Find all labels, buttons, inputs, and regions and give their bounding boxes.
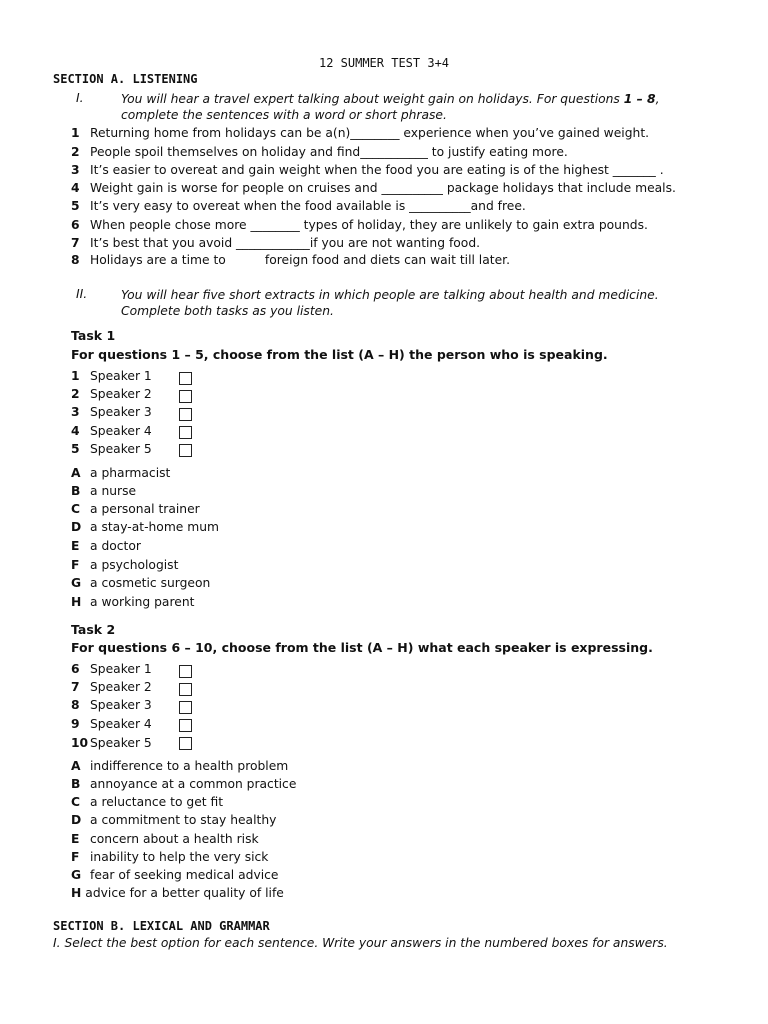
part-2-instructions: You will hear five short extracts in which people are talking about health and medicine. Complete both tasks as you listen. [121, 288, 659, 318]
speaker-row: 10 Speaker 5 [71, 736, 152, 750]
option-item: A indifference to a health problem [71, 759, 289, 773]
answer-checkbox[interactable] [179, 719, 192, 732]
section-b-instruction: I. Select the best option for each sentence. Write your answers in the numbered boxes for answers. [53, 936, 668, 950]
answer-checkbox[interactable] [179, 737, 192, 750]
speaker-row: 6 Speaker 1 [71, 662, 152, 676]
option-item: C a personal trainer [71, 502, 200, 516]
task-1-label: Task 1 [71, 328, 116, 343]
task-1-prompt: For questions 1 – 5, choose from the list (A – H) the person who is speaking. [71, 347, 608, 362]
option-item: D a commitment to stay healthy [71, 813, 277, 827]
speaker-row: 5 Speaker 5 [71, 442, 152, 456]
answer-checkbox[interactable] [179, 372, 192, 385]
speaker-row: 1 Speaker 1 [71, 369, 152, 383]
part-1-instr-line2: complete the sentences with a word or short phrase. [121, 108, 447, 122]
option-item: E a doctor [71, 539, 141, 553]
answer-checkbox[interactable] [179, 683, 192, 696]
answer-checkbox[interactable] [179, 665, 192, 678]
question-item: 6 When people chose more ________ types of holiday, they are unlikely to gain extra pounds. [71, 218, 648, 232]
question-item: 1 Returning home from holidays can be a(n)________ experience when you’ve gained weight. [71, 126, 650, 140]
answer-checkbox[interactable] [179, 444, 192, 457]
speaker-row: 2 Speaker 2 [71, 387, 152, 401]
page-title: 12 SUMMER TEST 3+4 [318, 56, 450, 70]
option-item: F a psychologist [71, 558, 179, 572]
speaker-row: 7 Speaker 2 [71, 680, 152, 694]
option-item: A a pharmacist [71, 466, 171, 480]
option-item: G fear of seeking medical advice [71, 868, 279, 882]
option-item: H advice for a better quality of life [71, 886, 284, 900]
section-a-heading: SECTION A. LISTENING [53, 72, 198, 86]
option-item: G a cosmetic surgeon [71, 576, 211, 590]
option-item: E concern about a health risk [71, 832, 259, 846]
answer-checkbox[interactable] [179, 408, 192, 421]
part-1-instr-pre: You will hear a travel expert talking about weight gain on holidays. For questions [121, 92, 624, 106]
speaker-row: 4 Speaker 4 [71, 424, 152, 438]
question-item: 5 It’s very easy to overeat when the food available is __________and free. [71, 199, 526, 213]
speaker-row: 3 Speaker 3 [71, 405, 152, 419]
part-1-instr-range: 1 – 8 [623, 92, 656, 106]
option-item: B a nurse [71, 484, 137, 498]
option-item: C a reluctance to get fit [71, 795, 224, 809]
task-2-prompt: For questions 6 – 10, choose from the list (A – H) what each speaker is expressing. [71, 640, 653, 655]
part-1-instr-post: , [655, 92, 660, 106]
part-1-numeral: I. [76, 91, 84, 105]
answer-checkbox[interactable] [179, 701, 192, 714]
option-item: F inability to help the very sick [71, 850, 269, 864]
question-item: 7 It’s best that you avoid ____________if you are not wanting food. [71, 236, 481, 250]
task-2-label: Task 2 [71, 622, 116, 637]
question-item: 3 It’s easier to overeat and gain weight when the food you are eating is of the highest _______ . [71, 163, 664, 177]
answer-checkbox[interactable] [179, 426, 192, 439]
speaker-row: 9 Speaker 4 [71, 717, 152, 731]
section-b-heading: SECTION B. LEXICAL AND GRAMMAR [53, 919, 270, 933]
part-2-numeral: II. [76, 287, 88, 301]
speaker-row: 8 Speaker 3 [71, 698, 152, 712]
option-item: H a working parent [71, 595, 195, 609]
option-item: B annoyance at a common practice [71, 777, 297, 791]
question-item: 4 Weight gain is worse for people on cruises and __________ package holidays that include meals. [71, 181, 676, 195]
part-1-instructions [121, 91, 660, 123]
answer-checkbox[interactable] [179, 390, 192, 403]
question-item: 2 People spoil themselves on holiday and find___________ to justify eating more. [71, 145, 568, 159]
option-item: D a stay-at-home mum [71, 520, 220, 534]
question-item: 8 Holidays are a time to foreign food and diets can wait till later. [71, 253, 510, 267]
